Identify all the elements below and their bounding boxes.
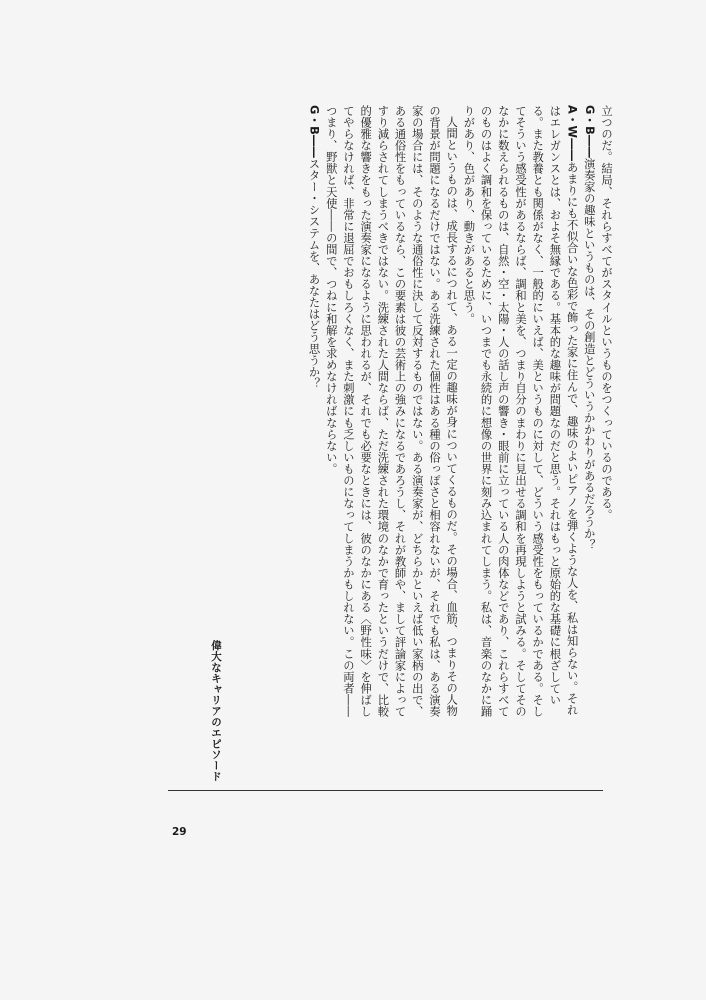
paragraph-text: 人間というものは、成長するにつれて、ある一定の趣味が身についてくるものだ。その場合、血筋、つまりその人物の背景が問題になるだけではない。ある洗練された個性はある種の俗っぽさと相容れないが、それでも私は、ある演奏家の場合には、そのような通俗性に決して反対するものではない。ある演奏家が、どちらかといえば低い家柄の出で、ある通俗性をもっているなら、この要素は彼の芸術上の強みになるであろうし、それが教師や、まして評論家によってすり減らされてしまうべきではない。洗練された人間ならば、ただ洗練された環境のなかで育ったというだけで、比較的優雅な響きをもった演奏家になるように思われるが、それでも必要なときには、彼のなかにある〈野性味〉を伸ばしてやらなければ、非常に退屈でおもしろくなく、また刺激にも乏しいものになってしまうかもしれない。この両者――つまり、野獣と天使――の間で、つねに和解を求めなければならない。 — [324, 105, 459, 718]
paragraph-text: 演奏家の趣味というものは、その創造とどういうかかわりがあるだろうか？ — [582, 158, 596, 551]
paragraph-text: あまりにも不似合いな色彩で飾った家に住んで、趣味のよいピアノを弾くような人を、私は知らない。それはエレガンスとは、およそ無縁である。基本的な趣味が問題なのだと思う。それはもっと原始的な基礎に根ざしている。また教養とも関係がなく、一般的にいえば、美というものに対して、どういう感受性をもっているかである。そしてそういう感受性があるならば、調和と美を、つまり自分のまわりに見出せる調和を再現しようと試みる。そしてそのなかに数えられるものは、自然・空・太陽・人の話し声の響き・眼前に立っている人の肉体などであり、これらすべてのものはよく調和を保っているために、いつまでも永続的に想像の世界に刻み込まれてしまう。私は、音楽のなかに踊りがあり、色があり、動きがあると思う。 — [462, 105, 579, 718]
footer-rule — [168, 790, 603, 791]
paragraph-text: 立つのだ。結局、それらすべてがスタイルというものをつくっているのである。 — [600, 105, 613, 521]
paragraph-2 — [581, 105, 598, 725]
paragraph-3 — [460, 105, 580, 725]
paragraph-4 — [323, 105, 461, 725]
speaker-label: A・W―― — [565, 105, 579, 162]
speaker-label: G・B―― — [582, 105, 596, 159]
paragraph-5 — [305, 105, 322, 725]
paragraph-1 — [598, 105, 615, 725]
body-text — [170, 105, 615, 725]
running-head: 偉大なキャリアのエピソード — [210, 640, 222, 782]
page-number: 29 — [172, 826, 187, 838]
speaker-label: G・B―― — [307, 105, 321, 159]
paragraph-text: スター・システムを、あなたはどう思うか？ — [307, 158, 321, 390]
